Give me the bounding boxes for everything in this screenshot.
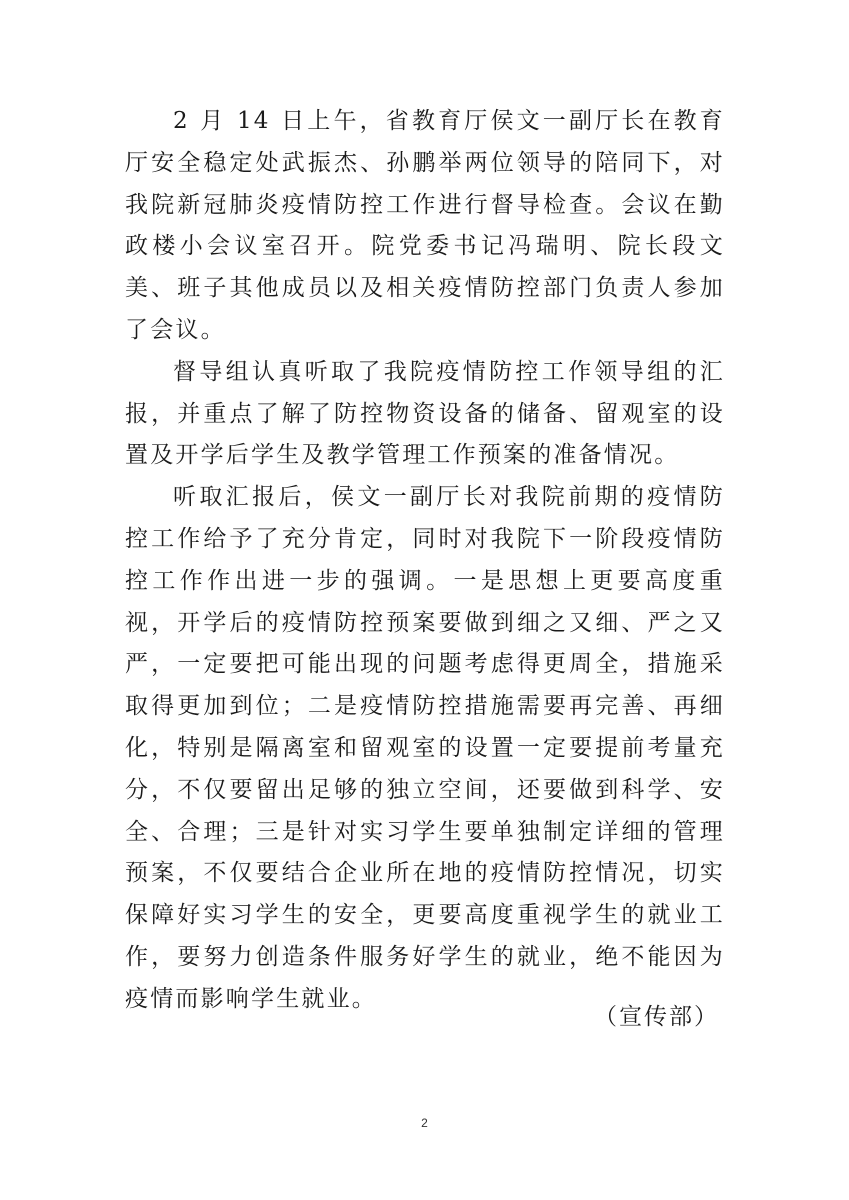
paragraph-2: 督导组认真听取了我院疫情防控工作领导组的汇报，并重点了解了防控物资设备的储备、留观室的设置及开学后学生及教学管理工作预案的准备情况。 [125, 358, 725, 469]
page-number: 2 [421, 1116, 428, 1130]
article-body [125, 101, 725, 1021]
paragraph-1: 2 月 14 日上午，省教育厅侯文一副厅长在教育厅安全稳定处武振杰、孙鹏举两位领导的陪同下，对我院新冠肺炎疫情防控工作进行督导检查。会议在勤政楼小会议室召开。院党委书记冯瑞明、院长段文美、班子其他成员以及相关疫情防控部门负责人参加了会议。 [125, 108, 725, 343]
signature-department: （宣传部） [594, 1004, 719, 1030]
paragraph-3: 听取汇报后，侯文一副厅长对我院前期的疫情防控工作给予了充分肯定，同时对我院下一阶段疫情防控工作作出进一步的强调。一是思想上更要高度重视，开学后的疫情防控预案要做到细之又细、严之又严，一定要把可能出现的问题考虑得更周全，措施采取得更加到位；二是疫情防控措施需要再完善、再细化，特别是隔离室和留观室的设置一定要提前考量充分，不仅要留出足够的独立空间，还要做到科学、安全、合理；三是针对实习学生要单独制定详细的管理预案，不仅要结合企业所在地的疫情防控情况，切实保障好实习学生的安全，更要高度重视学生的就业工作，要努力创造条件服务好学生的就业，绝不能因为疫情而影响学生就业。 [125, 484, 725, 1012]
